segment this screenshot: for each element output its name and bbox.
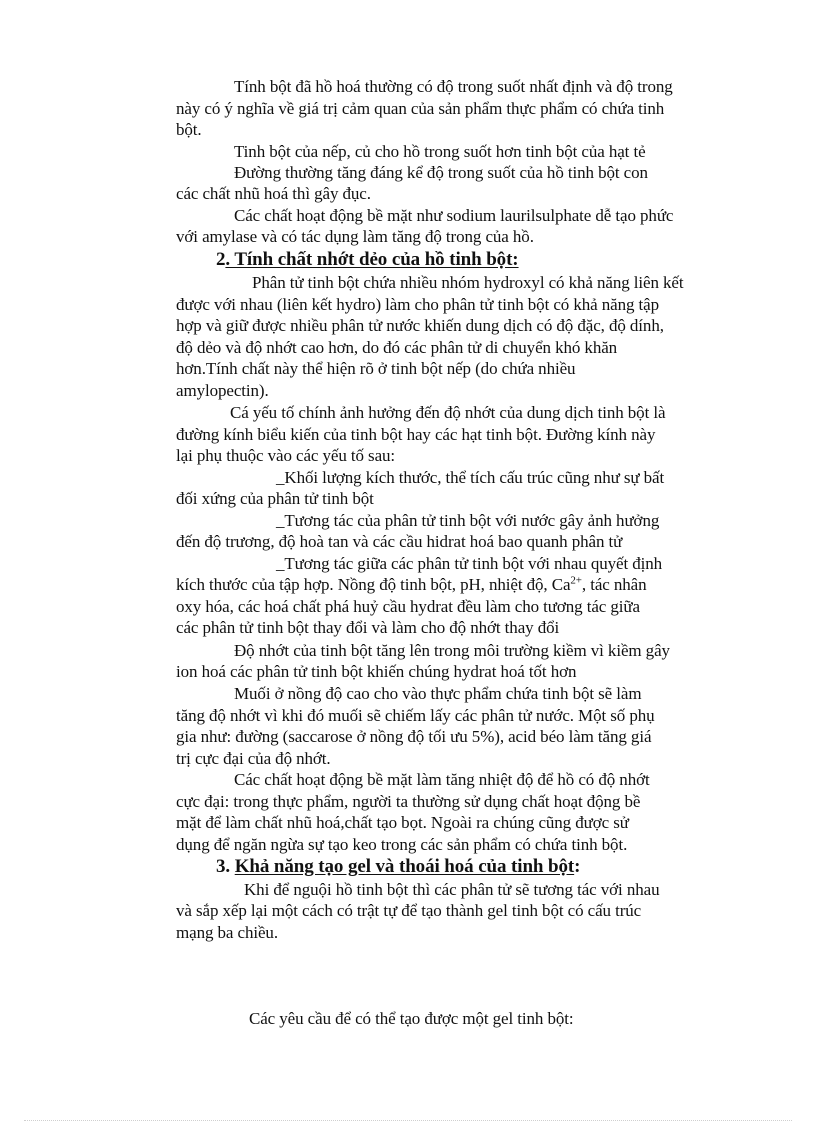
text-line: cực đại: trong thực phẩm, người ta thường sử dụng chất hoạt động bề bbox=[176, 792, 641, 811]
text-line: tăng độ nhớt vì khi đó muối sẽ chiếm lấy các phân tử nước. Một số phụ bbox=[176, 706, 655, 725]
text-line: Tinh bột của nếp, củ cho hồ trong suốt hơn tinh bột của hạt tẻ bbox=[234, 142, 646, 161]
heading-title: Khả năng tạo gel và thoái hoá của tinh bột bbox=[234, 856, 575, 877]
text-line: độ dẻo và độ nhớt cao hơn, do đó các phân tử di chuyển khó khăn bbox=[176, 338, 618, 357]
text-line: với amylase và có tác dụng làm tăng độ trong của hồ. bbox=[176, 227, 534, 246]
heading-title: . Tính chất nhớt dẻo của hồ tinh bột: bbox=[225, 249, 519, 270]
text-line: các chất nhũ hoá thì gây đục. bbox=[176, 184, 371, 203]
text-line: đường kính biểu kiến của tinh bột hay các hạt tinh bột. Đường kính này bbox=[176, 425, 656, 444]
list-item-line: các phân tử tinh bột thay đổi và làm cho độ nhớt thay đổi bbox=[176, 618, 560, 637]
list-item-line: đối xứng của phân tử tinh bột bbox=[176, 489, 374, 508]
list-item-line: _Tương tác giữa các phân tử tinh bột với nhau quyết định bbox=[276, 554, 663, 573]
text-line: Độ nhớt của tinh bột tăng lên trong môi trường kiềm vì kiềm gây bbox=[234, 641, 670, 660]
text-line: Đường thường tăng đáng kể độ trong suốt của hồ tinh bột con bbox=[234, 163, 648, 182]
text-line: được với nhau (liên kết hydro) làm cho phân tử tinh bột có khả năng tập bbox=[176, 295, 659, 314]
text-line: này có ý nghĩa về giá trị cảm quan của sản phẩm thực phẩm có chứa tinh bbox=[176, 99, 665, 118]
list-item-line bbox=[176, 574, 647, 595]
text-line: amylopectin). bbox=[176, 381, 269, 400]
text-line: mặt để làm chất nhũ hoá,chất tạo bọt. Ngoài ra chúng cũng được sử bbox=[176, 813, 629, 832]
superscript-charge: 2+ bbox=[570, 574, 582, 587]
list-item-line: đến độ trương, độ hoà tan và các cầu hidrat hoá bao quanh phân tử bbox=[176, 532, 623, 551]
text-line: mạng ba chiều. bbox=[176, 923, 278, 942]
section-heading-2 bbox=[216, 249, 519, 270]
text-line: bột. bbox=[176, 120, 202, 139]
text-line: ion hoá các phân tử tinh bột khiến chúng hydrat hoá tốt hơn bbox=[176, 662, 577, 681]
section-heading-3 bbox=[216, 856, 580, 877]
text-line: Các yêu cầu để có thể tạo được một gel tinh bột: bbox=[249, 1009, 574, 1028]
list-item-line: _Tương tác của phân tử tinh bột với nước gây ảnh hưởng bbox=[276, 511, 660, 530]
text-segment: , tác nhân bbox=[581, 575, 647, 594]
text-line: trị cực đại của độ nhớt. bbox=[176, 749, 331, 768]
text-line: gia như: đường (saccarose ở nồng độ tối ưu 5%), acid béo làm tăng giá bbox=[176, 727, 652, 746]
list-item-line: oxy hóa, các hoá chất phá huỷ cầu hydrat đều làm cho tương tác giữa bbox=[176, 597, 640, 616]
text-line: hơn.Tính chất này thể hiện rõ ở tinh bột nếp (do chứa nhiều bbox=[176, 359, 576, 378]
text-line: Phân tử tinh bột chứa nhiều nhóm hydroxyl có khả năng liên kết bbox=[252, 273, 684, 292]
heading-number: 2 bbox=[216, 249, 226, 270]
list-item-line: _Khối lượng kích thước, thể tích cấu trúc cũng như sự bất bbox=[276, 468, 665, 487]
heading-colon: : bbox=[574, 856, 581, 877]
text-line: lại phụ thuộc vào các yếu tố sau: bbox=[176, 446, 396, 465]
text-line: Muối ở nồng độ cao cho vào thực phẩm chứa tinh bột sẽ làm bbox=[234, 684, 642, 703]
text-line: Khi để nguội hồ tinh bột thì các phân tử sẽ tương tác với nhau bbox=[244, 880, 660, 899]
text-line: hợp và giữ được nhiều phân tử nước khiến dung dịch có độ đặc, độ dính, bbox=[176, 316, 664, 335]
text-line: dụng để ngăn ngừa sự tạo keo trong các sản phẩm có chứa tinh bột. bbox=[176, 835, 628, 854]
text-line: Các chất hoạt động bề mặt làm tăng nhiệt độ để hồ có độ nhớt bbox=[234, 770, 650, 789]
heading-number: 3. bbox=[216, 856, 235, 877]
page-bottom-divider bbox=[24, 1120, 792, 1121]
text-line: Tính bột đã hồ hoá thường có độ trong suốt nhất định và độ trong bbox=[234, 77, 673, 96]
text-line: và sắp xếp lại một cách có trật tự để tạo thành gel tinh bột có cấu trúc bbox=[176, 901, 642, 920]
text-line: Các chất hoạt động bề mặt như sodium laurilsulphate dễ tạo phức bbox=[234, 206, 674, 225]
text-line: Cá yếu tố chính ảnh hưởng đến độ nhớt của dung dịch tinh bột là bbox=[230, 403, 666, 422]
text-segment: kích thước của tập hợp. Nồng độ tinh bột, pH, nhiệt độ, Ca bbox=[176, 575, 571, 594]
